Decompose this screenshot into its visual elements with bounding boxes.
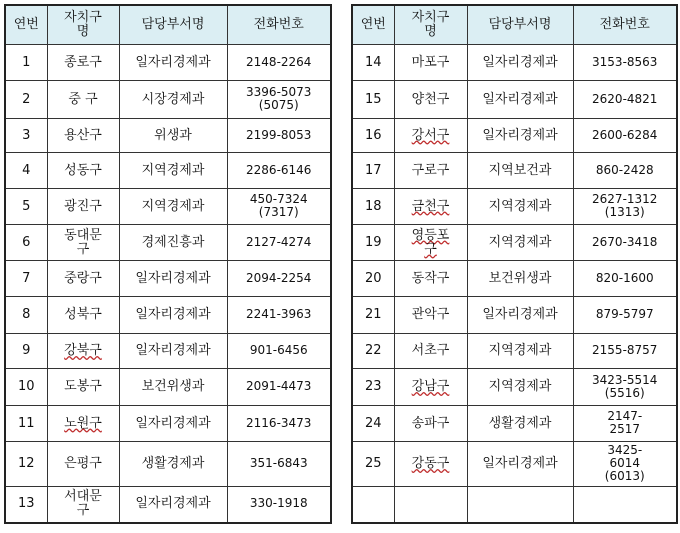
district-name: 광진구 (47, 189, 119, 225)
phone-number: 2670-3418 (573, 225, 677, 261)
table-row (5, 406, 331, 442)
department-name (467, 487, 573, 523)
row-number: 22 (352, 334, 394, 369)
department-name: 지역보건과 (467, 153, 573, 189)
district-name: 도봉구 (47, 369, 119, 406)
department-name: 지역경제과 (467, 334, 573, 369)
row-number: 25 (352, 442, 394, 487)
department-name: 지역경제과 (467, 189, 573, 225)
table-row (5, 189, 331, 225)
header-district: 자치구명 (47, 5, 119, 45)
district-name: 송파구 (394, 406, 467, 442)
department-name: 지역경제과 (119, 189, 227, 225)
row-number: 8 (5, 297, 47, 334)
department-name: 지역경제과 (467, 369, 573, 406)
department-name: 지역경제과 (119, 153, 227, 189)
table-row (352, 487, 677, 523)
phone-number: 2199-8053 (227, 119, 331, 153)
department-name: 생활경제과 (119, 442, 227, 487)
phone-number: 860-2428 (573, 153, 677, 189)
department-name: 일자리경제과 (119, 334, 227, 369)
department-name: 일자리경제과 (467, 442, 573, 487)
district-name: 강동구 (394, 442, 467, 487)
phone-number: 2094-2254 (227, 261, 331, 297)
table-row (5, 369, 331, 406)
table-row (5, 153, 331, 189)
table-row (352, 153, 677, 189)
district-name (394, 487, 467, 523)
district-name: 영등포구 (394, 225, 467, 261)
header-row (5, 5, 331, 45)
table-row (352, 225, 677, 261)
table-row (5, 442, 331, 487)
phone-number: 351-6843 (227, 442, 331, 487)
phone-number: 3423-5514 (5516) (573, 369, 677, 406)
table-row (352, 81, 677, 119)
row-number: 9 (5, 334, 47, 369)
table-row (5, 119, 331, 153)
district-name: 성북구 (47, 297, 119, 334)
row-number: 10 (5, 369, 47, 406)
table-body-right (352, 45, 677, 523)
phone-number: 2241-3963 (227, 297, 331, 334)
row-number: 4 (5, 153, 47, 189)
header-dept: 담당부서명 (467, 5, 573, 45)
department-name: 일자리경제과 (467, 45, 573, 81)
row-number: 6 (5, 225, 47, 261)
phone-number: 2091-4473 (227, 369, 331, 406)
department-name: 일자리경제과 (119, 261, 227, 297)
phone-number: 2600-6284 (573, 119, 677, 153)
phone-number: 2148-2264 (227, 45, 331, 81)
table-row (352, 261, 677, 297)
phone-number: 2127-4274 (227, 225, 331, 261)
department-name: 시장경제과 (119, 81, 227, 119)
row-number: 12 (5, 442, 47, 487)
table-row (352, 45, 677, 81)
directory-table-left (4, 4, 332, 524)
phone-number: 3153-8563 (573, 45, 677, 81)
row-number: 19 (352, 225, 394, 261)
table-row (352, 189, 677, 225)
row-number: 20 (352, 261, 394, 297)
header-district: 자치구명 (394, 5, 467, 45)
department-name: 일자리경제과 (119, 297, 227, 334)
department-name: 일자리경제과 (467, 297, 573, 334)
header-dept: 담당부서명 (119, 5, 227, 45)
phone-number: 2147- 2517 (573, 406, 677, 442)
phone-number: 2155-8757 (573, 334, 677, 369)
table-row (352, 119, 677, 153)
department-name: 일자리경제과 (119, 45, 227, 81)
table-row (352, 297, 677, 334)
district-name: 종로구 (47, 45, 119, 81)
district-name: 서대문구 (47, 487, 119, 523)
department-name: 일자리경제과 (467, 119, 573, 153)
header-phone: 전화번호 (227, 5, 331, 45)
department-name: 일자리경제과 (119, 487, 227, 523)
table-row (352, 442, 677, 487)
phone-number: 3396-5073 (5075) (227, 81, 331, 119)
table-row (352, 369, 677, 406)
table-row (352, 334, 677, 369)
department-name: 경제진흥과 (119, 225, 227, 261)
phone-number: 2116-3473 (227, 406, 331, 442)
phone-number: 2627-1312 (1313) (573, 189, 677, 225)
row-number: 2 (5, 81, 47, 119)
table-row (5, 225, 331, 261)
district-name: 마포구 (394, 45, 467, 81)
row-number: 3 (5, 119, 47, 153)
phone-number: 879-5797 (573, 297, 677, 334)
district-name: 강북구 (47, 334, 119, 369)
header-no: 연번 (352, 5, 394, 45)
phone-number: 901-6456 (227, 334, 331, 369)
row-number: 14 (352, 45, 394, 81)
table-row (352, 406, 677, 442)
phone-number: 330-1918 (227, 487, 331, 523)
row-number: 13 (5, 487, 47, 523)
row-number: 18 (352, 189, 394, 225)
district-name: 서초구 (394, 334, 467, 369)
phone-number: 820-1600 (573, 261, 677, 297)
district-name: 중 구 (47, 81, 119, 119)
row-number: 5 (5, 189, 47, 225)
district-name: 용산구 (47, 119, 119, 153)
row-number: 11 (5, 406, 47, 442)
district-name: 금천구 (394, 189, 467, 225)
district-name: 양천구 (394, 81, 467, 119)
district-name: 은평구 (47, 442, 119, 487)
row-number: 1 (5, 45, 47, 81)
table-body-left (5, 45, 331, 523)
phone-number (573, 487, 677, 523)
row-number: 16 (352, 119, 394, 153)
department-name: 위생과 (119, 119, 227, 153)
phone-number: 2286-6146 (227, 153, 331, 189)
district-name: 동대문구 (47, 225, 119, 261)
row-number: 15 (352, 81, 394, 119)
row-number: 21 (352, 297, 394, 334)
department-name: 지역경제과 (467, 225, 573, 261)
district-name: 관악구 (394, 297, 467, 334)
header-row (352, 5, 677, 45)
district-name: 중랑구 (47, 261, 119, 297)
department-name: 생활경제과 (467, 406, 573, 442)
department-name: 일자리경제과 (467, 81, 573, 119)
table-row (5, 334, 331, 369)
header-no: 연번 (5, 5, 47, 45)
district-name: 동작구 (394, 261, 467, 297)
table-row (5, 45, 331, 81)
phone-number: 3425- 6014 (6013) (573, 442, 677, 487)
row-number (352, 487, 394, 523)
table-row (5, 297, 331, 334)
row-number: 7 (5, 261, 47, 297)
phone-number: 450-7324 (7317) (227, 189, 331, 225)
district-name: 강서구 (394, 119, 467, 153)
district-name: 강남구 (394, 369, 467, 406)
table-row (5, 81, 331, 119)
district-name: 노원구 (47, 406, 119, 442)
row-number: 24 (352, 406, 394, 442)
row-number: 23 (352, 369, 394, 406)
table-row (5, 261, 331, 297)
department-name: 보건위생과 (119, 369, 227, 406)
row-number: 17 (352, 153, 394, 189)
table-row (5, 487, 331, 523)
header-phone: 전화번호 (573, 5, 677, 45)
phone-number: 2620-4821 (573, 81, 677, 119)
district-name: 성동구 (47, 153, 119, 189)
directory-table-right (351, 4, 678, 524)
department-name: 보건위생과 (467, 261, 573, 297)
department-name: 일자리경제과 (119, 406, 227, 442)
district-name: 구로구 (394, 153, 467, 189)
